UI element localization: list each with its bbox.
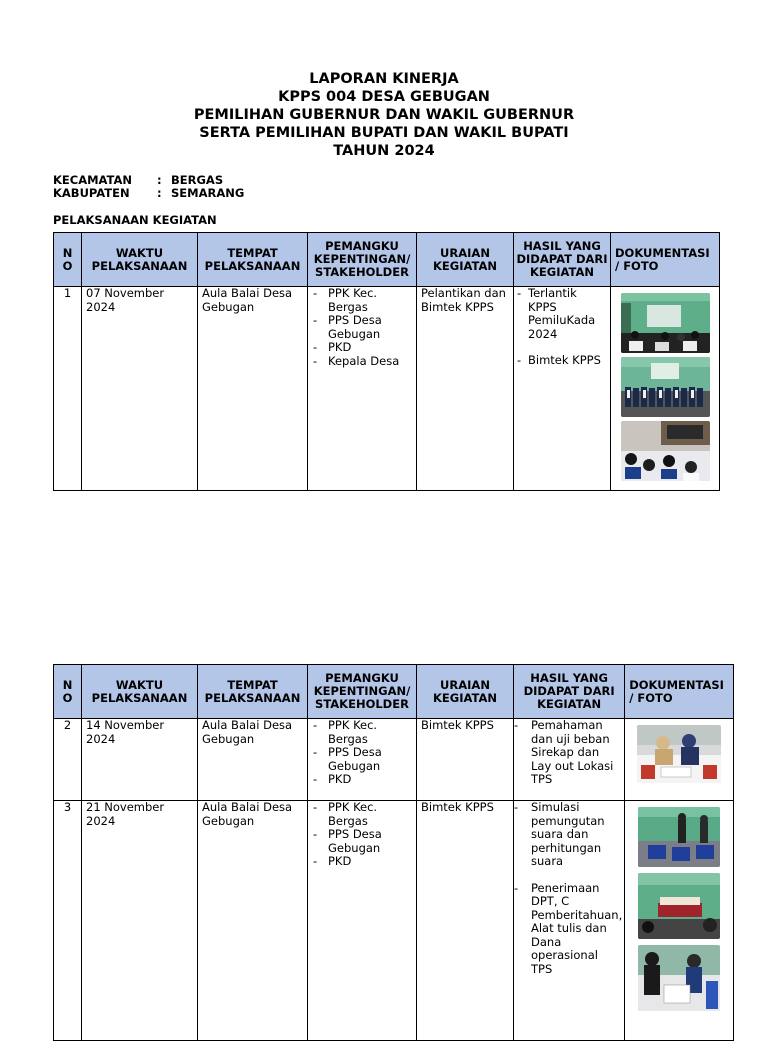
separator: : bbox=[157, 186, 162, 200]
list-item: - Penerimaan DPT, C Pemberitahuan, Alat tulis dan Dana operasional TPS bbox=[518, 882, 622, 977]
header-tempat: TEMPAT PELAKSANAAN bbox=[198, 665, 308, 719]
cell-pemangku bbox=[308, 801, 417, 1041]
table-header-row bbox=[54, 665, 734, 719]
header-hasil: HASIL YANG DIDAPAT DARI KEGIATAN bbox=[514, 665, 625, 719]
table-row bbox=[54, 801, 734, 1041]
result-list bbox=[518, 287, 606, 368]
kabupaten-label: KABUPATEN bbox=[53, 186, 130, 200]
list-item: - Bimtek KPPS bbox=[518, 354, 606, 368]
separator: : bbox=[157, 173, 162, 187]
header-hasil: HASIL YANG DIDAPAT DARI KEGIATAN bbox=[514, 233, 611, 287]
photo-seated-participants bbox=[621, 421, 710, 481]
title-line: SERTA PEMILIHAN BUPATI DAN WAKIL BUPATI bbox=[199, 125, 569, 141]
header-no: N O bbox=[54, 233, 82, 287]
cell-tempat: Aula Balai Desa Gebugan bbox=[198, 719, 308, 801]
list-item: - Terlantik KPPS PemiluKada 2024 bbox=[518, 287, 606, 341]
document-title bbox=[0, 70, 768, 160]
cell-dokumentasi bbox=[625, 801, 734, 1041]
stakeholder-list bbox=[312, 287, 412, 368]
list-item: - PKD bbox=[312, 773, 412, 787]
title-line: LAPORAN KINERJA bbox=[309, 71, 459, 87]
cell-hasil bbox=[514, 801, 625, 1041]
title-line: TAHUN 2024 bbox=[333, 143, 435, 159]
stakeholder-list bbox=[312, 801, 412, 869]
photo-voting-simulation bbox=[638, 807, 720, 867]
cell-uraian: Bimtek KPPS bbox=[417, 719, 514, 801]
cell-no: 1 bbox=[54, 287, 82, 491]
photo-group-standing bbox=[621, 357, 710, 417]
header-pemangku: PEMANGKU KEPENTINGAN/ STAKEHOLDER bbox=[308, 665, 417, 719]
header-uraian: URAIAN KEGIATAN bbox=[417, 665, 514, 719]
kecamatan-value: BERGAS bbox=[171, 173, 224, 187]
activity-table-2 bbox=[53, 664, 734, 1041]
header-uraian: URAIAN KEGIATAN bbox=[417, 233, 514, 287]
photo-meeting-hall bbox=[621, 293, 710, 353]
table-header-row bbox=[54, 233, 720, 287]
stakeholder-list bbox=[312, 719, 412, 787]
list-item: - PPK Kec. Bergas bbox=[312, 287, 412, 314]
cell-hasil bbox=[514, 719, 625, 801]
cell-tempat: Aula Balai Desa Gebugan bbox=[198, 287, 308, 491]
header-dokumentasi: DOKUMENTASI / FOTO bbox=[611, 233, 720, 287]
list-item: - Kepala Desa bbox=[312, 355, 412, 369]
table-row bbox=[54, 719, 734, 801]
list-item: - PPK Kec. Bergas bbox=[312, 801, 412, 828]
cell-waktu: 14 November 2024 bbox=[82, 719, 198, 801]
list-item: - Pemahaman dan uji beban Sirekap dan Lay out Lokasi TPS bbox=[518, 719, 622, 787]
list-item: - PKD bbox=[312, 341, 412, 355]
header-no: N O bbox=[54, 665, 82, 719]
list-item: - PPS Desa Gebugan bbox=[312, 746, 412, 773]
kabupaten-value: SEMARANG bbox=[171, 186, 245, 200]
title-line: KPPS 004 DESA GEBUGAN bbox=[278, 89, 490, 105]
section-title: PELAKSANAAN KEGIATAN bbox=[53, 213, 217, 227]
header-pemangku: PEMANGKU KEPENTINGAN/ STAKEHOLDER bbox=[308, 233, 417, 287]
header-waktu: WAKTU PELAKSANAAN bbox=[82, 665, 198, 719]
list-item: - PPS Desa Gebugan bbox=[312, 314, 412, 341]
result-list bbox=[518, 801, 622, 976]
photo-training-table bbox=[637, 725, 721, 783]
cell-tempat: Aula Balai Desa Gebugan bbox=[198, 801, 308, 1041]
cell-dokumentasi bbox=[625, 719, 734, 801]
cell-waktu: 07 November 2024 bbox=[82, 287, 198, 491]
cell-uraian: Pelantikan dan Bimtek KPPS bbox=[417, 287, 514, 491]
kecamatan-label: KECAMATAN bbox=[53, 173, 133, 187]
table-row bbox=[54, 287, 720, 491]
title-line: PEMILIHAN GUBERNUR DAN WAKIL GUBERNUR bbox=[193, 107, 575, 123]
header-dokumentasi: DOKUMENTASI / FOTO bbox=[625, 665, 734, 719]
header-waktu: WAKTU PELAKSANAAN bbox=[82, 233, 198, 287]
result-list bbox=[518, 719, 622, 787]
list-item: - PKD bbox=[312, 855, 412, 869]
photo-presentation bbox=[638, 873, 720, 939]
cell-uraian: Bimtek KPPS bbox=[417, 801, 514, 1041]
cell-waktu: 21 November 2024 bbox=[82, 801, 198, 1041]
cell-pemangku bbox=[308, 719, 417, 801]
list-item: - Simulasi pemungutan suara dan perhitungan suara bbox=[518, 801, 622, 869]
cell-hasil bbox=[514, 287, 611, 491]
cell-pemangku bbox=[308, 287, 417, 491]
cell-dokumentasi bbox=[611, 287, 720, 491]
kabupaten-row bbox=[53, 187, 244, 200]
cell-no: 2 bbox=[54, 719, 82, 801]
list-item: - PPS Desa Gebugan bbox=[312, 828, 412, 855]
photo-document-handover bbox=[638, 945, 720, 1011]
header-tempat: TEMPAT PELAKSANAAN bbox=[198, 233, 308, 287]
list-item: - PPK Kec. Bergas bbox=[312, 719, 412, 746]
activity-table-1 bbox=[53, 232, 720, 491]
cell-no: 3 bbox=[54, 801, 82, 1041]
